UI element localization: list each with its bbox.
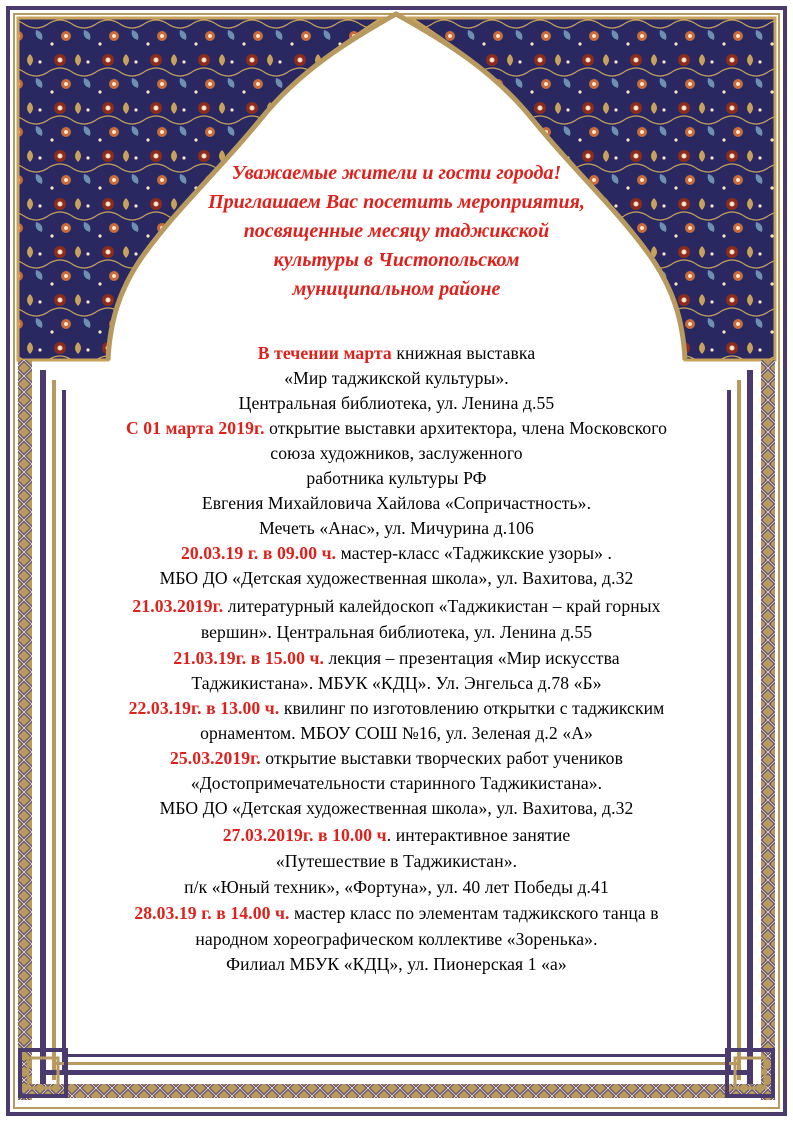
event-line: «Достопримечательности старинного Таджикистана». (190, 773, 603, 793)
right-column (761, 360, 775, 1100)
event-date: 22.03.19г. в 13.00 ч. (128, 698, 280, 718)
event-line: Филиал МБУК «КДЦ», ул. Пионерская 1 «а» (226, 954, 567, 974)
title-line-5: муниципальном районе (292, 278, 501, 300)
left-column (18, 360, 32, 1100)
title-line-3: посвященные месяцу таджикской (243, 220, 550, 242)
title-line-2: Приглашаем Вас посетить мероприятия, (208, 191, 585, 213)
event-line: 21.03.2019г. литературный калейдоскоп «Таджикистан – край горных (132, 596, 661, 616)
event-line: работника культуры РФ (306, 468, 487, 488)
event-line: 20.03.19 г. в 09.00 ч. мастер-класс «Таджикские узоры» . (180, 543, 613, 563)
event-line: Евгения Михайловича Хайлова «Сопричастность». (201, 493, 592, 513)
event-line: С 01 марта 2019г. открытие выставки архитектора, члена Московского (125, 418, 668, 438)
event-date: 25.03.2019г. (170, 748, 261, 768)
event-line: «Путешествие в Таджикистан». (275, 851, 518, 871)
event-line: вершин». Центральная библиотека, ул. Ленина д.55 (200, 622, 593, 642)
event-date: 21.03.2019г. (132, 596, 224, 616)
event-line: В течении марта книжная выставка (257, 343, 536, 363)
event-line: п/к «Юный техник», «Фортуна», ул. 40 лет Победы д.41 (184, 877, 609, 897)
title-line-1: Уважаемые жители и гости города! (231, 162, 562, 184)
event-date: С 01 марта 2019г. (125, 418, 265, 438)
event-date: 28.03.19 г. в 14.00 ч. (134, 903, 290, 923)
event-date: 21.03.19г. в 15.00 ч. (173, 648, 324, 668)
title-line-4: культуры в Чистопольском (273, 249, 520, 271)
event-line: Таджикистана». МБУК «КДЦ». Ул. Энгельса д.78 «Б» (191, 673, 602, 693)
event-line: МБО ДО «Детская художественная школа», ул. Вахитова, д.32 (159, 798, 634, 818)
event-line: «Мир таджикской культуры». (284, 368, 509, 388)
event-line: 28.03.19 г. в 14.00 ч. мастер класс по элементам таджикского танца в (134, 903, 659, 923)
event-line: орнаментом. МБОУ СОШ №16, ул. Зеленая д.2 «А» (200, 723, 593, 743)
event-line: 22.03.19г. в 13.00 ч. квилинг по изготовлению открытки с таджикским (128, 698, 665, 718)
event-line: союза художников, заслуженного (270, 443, 523, 463)
event-date: 27.03.2019г. в 10.00 ч (222, 825, 387, 845)
event-line: МБО ДО «Детская художественная школа», ул. Вахитова, д.32 (159, 568, 634, 588)
event-line: народном хореографическом коллективе «Зоренька». (195, 929, 598, 949)
event-line: 27.03.2019г. в 10.00 ч. интерактивное занятие (222, 825, 571, 845)
event-line: 21.03.19г. в 15.00 ч. лекция – презентация «Мир искусства (173, 648, 620, 668)
event-line: 25.03.2019г. открытие выставки творческих работ учеников (170, 748, 623, 768)
event-line: Центральная библиотека, ул. Ленина д.55 (238, 393, 555, 413)
event-date: 20.03.19 г. в 09.00 ч. (180, 543, 337, 563)
event-date: В течении марта (257, 343, 392, 363)
event-line: Мечеть «Анас», ул. Мичурина д.106 (259, 518, 534, 538)
invitation-text (40, 0, 753, 1122)
